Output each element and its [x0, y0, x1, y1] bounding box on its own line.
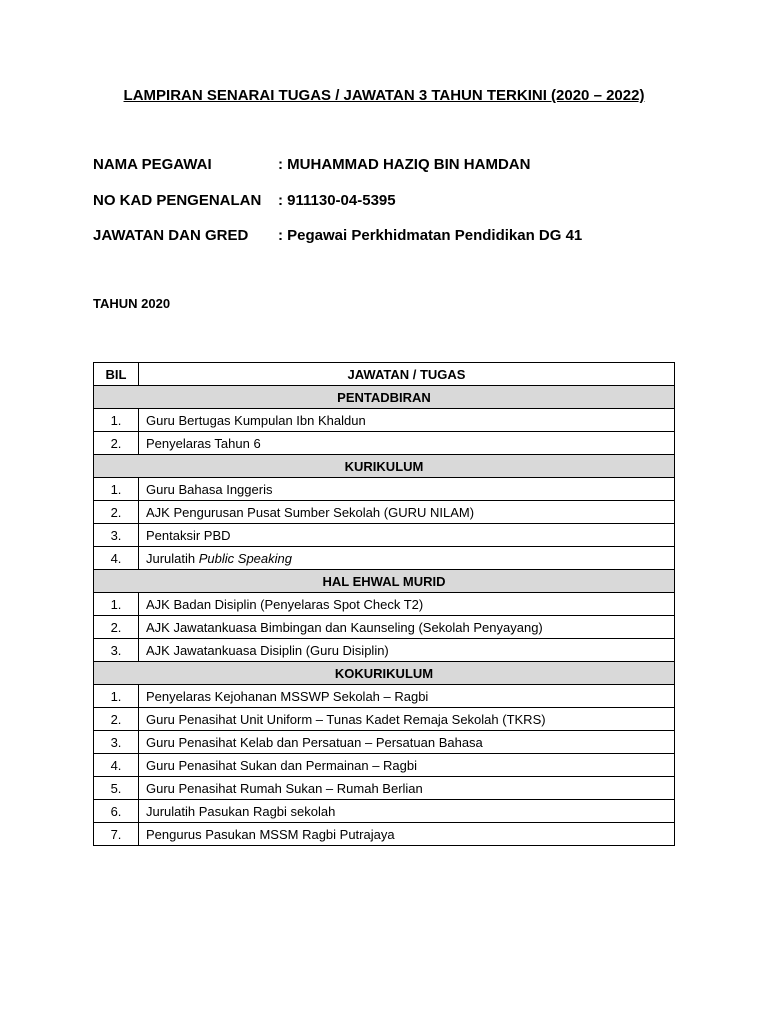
table-row — [94, 800, 675, 823]
row-number: 1. — [94, 478, 139, 501]
row-number: 1. — [94, 409, 139, 432]
section-title: PENTADBIRAN — [94, 386, 675, 409]
row-duty: Jurulatih Pasukan Ragbi sekolah — [139, 800, 675, 823]
table-row — [94, 777, 675, 800]
row-number: 1. — [94, 593, 139, 616]
row-number: 4. — [94, 547, 139, 570]
row-number: 2. — [94, 708, 139, 731]
table-row — [94, 409, 675, 432]
header-duty: JAWATAN / TUGAS — [139, 363, 675, 386]
row-number: 4. — [94, 754, 139, 777]
row-number: 1. — [94, 685, 139, 708]
table-row — [94, 731, 675, 754]
row-duty: AJK Jawatankuasa Bimbingan dan Kaunseling (Sekolah Penyayang) — [139, 616, 675, 639]
row-duty: Guru Bertugas Kumpulan Ibn Khaldun — [139, 409, 675, 432]
row-number: 6. — [94, 800, 139, 823]
row-number: 3. — [94, 639, 139, 662]
row-duty: AJK Pengurusan Pusat Sumber Sekolah (GURU NILAM) — [139, 501, 675, 524]
row-duty: AJK Jawatankuasa Disiplin (Guru Disiplin) — [139, 639, 675, 662]
row-duty: Pengurus Pasukan MSSM Ragbi Putrajaya — [139, 823, 675, 846]
info-label: NO KAD PENGENALAN — [93, 192, 262, 209]
row-number: 2. — [94, 501, 139, 524]
table-row — [94, 478, 675, 501]
section-title: KOKURIKULUM — [94, 662, 675, 685]
section-title: KURIKULUM — [94, 455, 675, 478]
row-duty — [139, 547, 675, 570]
table-row — [94, 593, 675, 616]
table-row — [94, 754, 675, 777]
row-number: 2. — [94, 432, 139, 455]
table-row — [94, 501, 675, 524]
table-row — [94, 524, 675, 547]
row-duty-text: Jurulatih — [146, 550, 199, 566]
section-row — [94, 455, 675, 478]
section-row — [94, 662, 675, 685]
row-duty: Guru Bahasa Inggeris — [139, 478, 675, 501]
table-row — [94, 708, 675, 731]
section-row — [94, 386, 675, 409]
table-row — [94, 616, 675, 639]
row-duty: Guru Penasihat Kelab dan Persatuan – Persatuan Bahasa — [139, 731, 675, 754]
info-value: : 911130-04-5395 — [278, 192, 396, 209]
row-number: 2. — [94, 616, 139, 639]
duties-table — [93, 362, 675, 846]
info-label: NAMA PEGAWAI — [93, 156, 212, 173]
row-duty: Penyelaras Tahun 6 — [139, 432, 675, 455]
table-row — [94, 685, 675, 708]
table-row — [94, 639, 675, 662]
row-duty: Guru Penasihat Unit Uniform – Tunas Kadet Remaja Sekolah (TKRS) — [139, 708, 675, 731]
info-label: JAWATAN DAN GRED — [93, 227, 249, 244]
row-number: 3. — [94, 524, 139, 547]
row-number: 7. — [94, 823, 139, 846]
section-row — [94, 570, 675, 593]
row-duty: AJK Badan Disiplin (Penyelaras Spot Check T2) — [139, 593, 675, 616]
section-title: HAL EHWAL MURID — [94, 570, 675, 593]
year-heading: TAHUN 2020 — [93, 296, 171, 311]
info-value: : MUHAMMAD HAZIQ BIN HAMDAN — [278, 156, 531, 173]
row-duty: Pentaksir PBD — [139, 524, 675, 547]
row-number: 5. — [94, 777, 139, 800]
header-bil: BIL — [94, 363, 139, 386]
table-row — [94, 547, 675, 570]
row-duty: Penyelaras Kejohanan MSSWP Sekolah – Ragbi — [139, 685, 675, 708]
row-duty: Guru Penasihat Rumah Sukan – Rumah Berlian — [139, 777, 675, 800]
info-value: : Pegawai Perkhidmatan Pendidikan DG 41 — [278, 227, 583, 244]
row-number: 3. — [94, 731, 139, 754]
document-title: LAMPIRAN SENARAI TUGAS / JAWATAN 3 TAHUN TERKINI (2020 – 2022) — [123, 87, 645, 104]
table-row — [94, 823, 675, 846]
table-header-row — [94, 363, 675, 386]
row-duty-italic: Public Speaking — [198, 550, 292, 566]
table-row — [94, 432, 675, 455]
row-duty: Guru Penasihat Sukan dan Permainan – Ragbi — [139, 754, 675, 777]
